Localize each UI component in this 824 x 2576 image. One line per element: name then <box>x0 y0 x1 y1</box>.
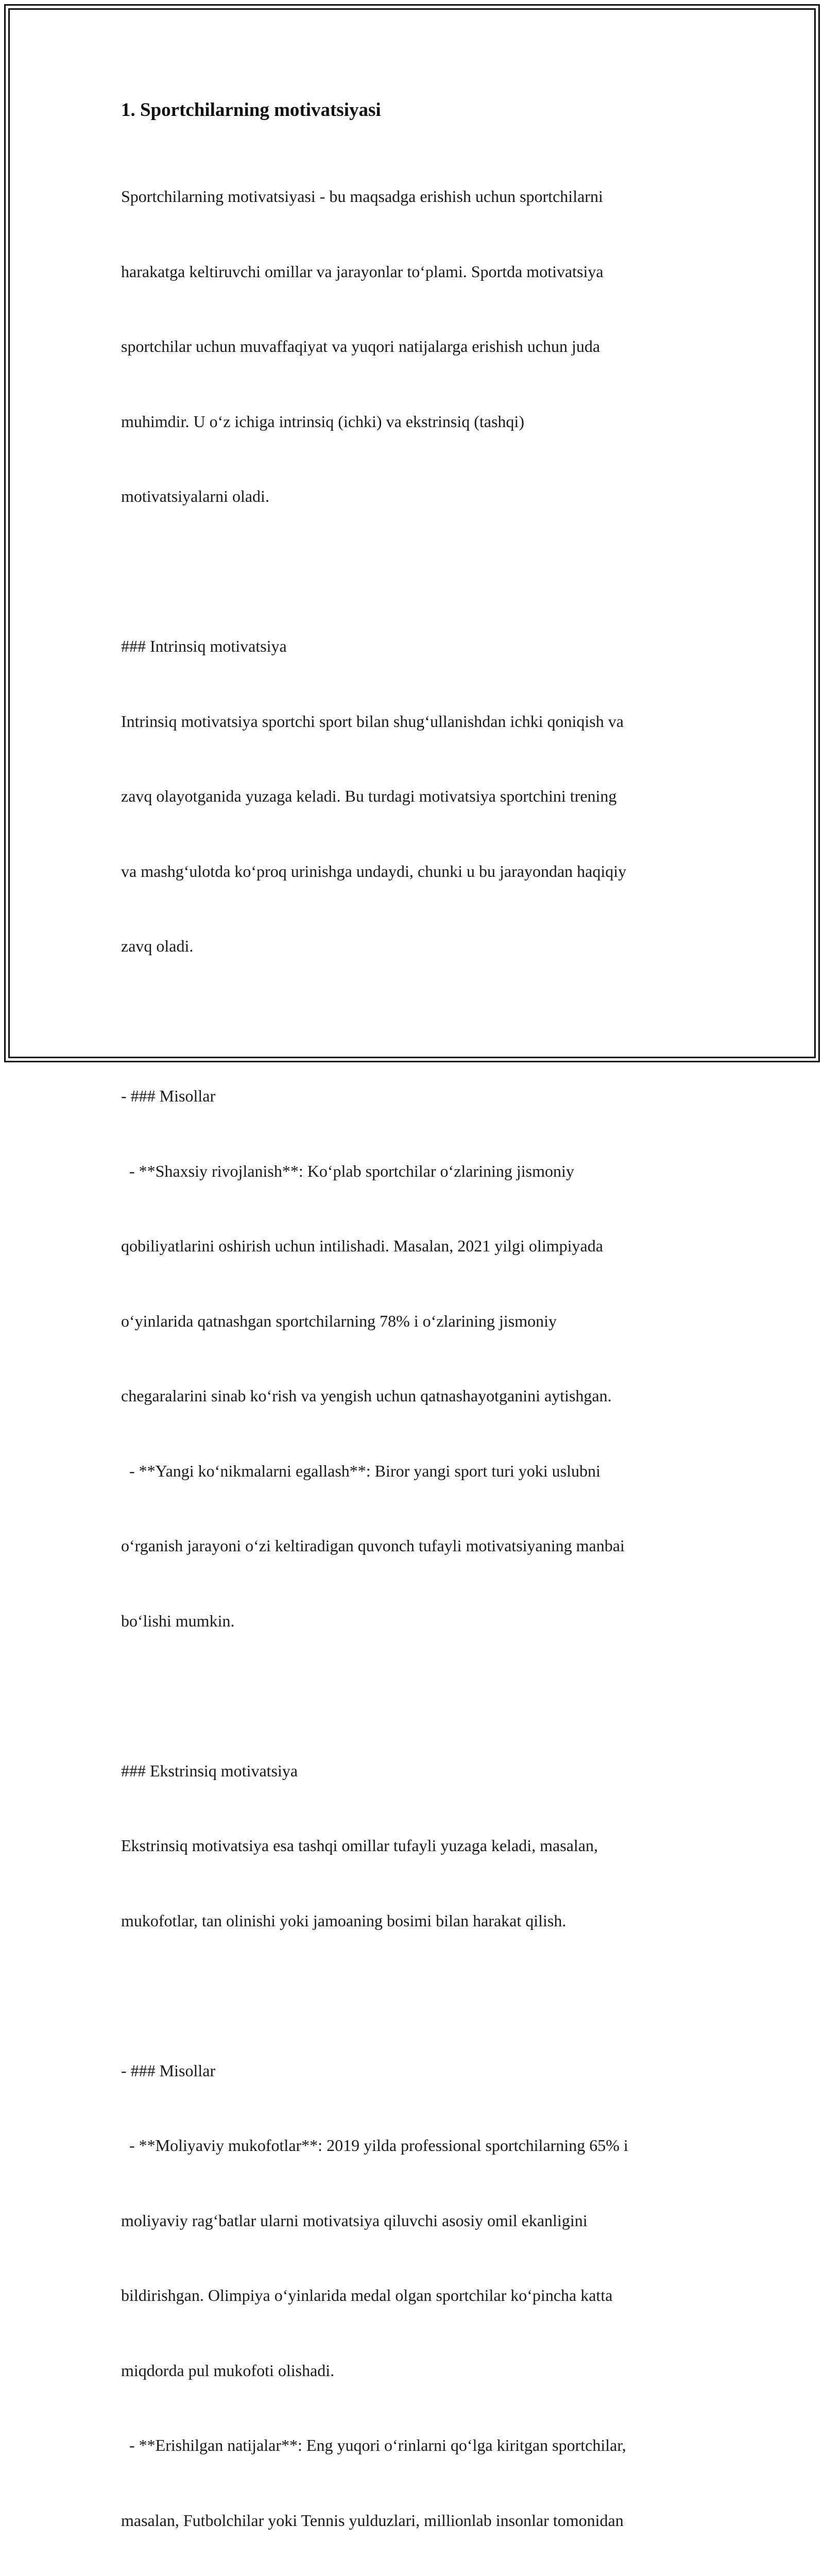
body-line: chegaralarini sinab ko‘rish va yengish uchun qatnashayotganini aytishgan. <box>121 1386 612 1405</box>
body-line: bo‘lishi mumkin. <box>121 1611 235 1630</box>
list-heading-misollar: - ### Misollar <box>121 2061 216 2080</box>
list-item-line: - **Erishilgan natijalar**: Eng yuqori o‘rinlarni qo‘lga kiritgan sportchilar, <box>121 2436 626 2454</box>
body-line: Ekstrinsiq motivatsiya esa tashqi omillar tufayli yuzaga keladi, masalan, <box>121 1836 598 1855</box>
body-line: sportchilar uchun muvaffaqiyat va yuqori natijalarga erishish uchun juda <box>121 337 600 355</box>
body-line: Intrinsiq motivatsiya sportchi sport bilan shug‘ullanishdan ichki qoniqish va <box>121 711 624 731</box>
body-line: zavq olayotganida yuzaga keladi. Bu turdagi motivatsiya sportchini trening <box>121 787 617 805</box>
blank-line <box>121 559 713 584</box>
list-item-line: - **Yangi ko‘nikmalarni egallash**: Biror yangi sport turi yoki uslubni <box>121 1461 600 1480</box>
list-item-line: - **Moliyaviy mukofotlar**: 2019 yilda professional sportchilarning 65% i <box>121 2136 628 2155</box>
body-line: Sportchilarning motivatsiyasi - bu maqsadga erishish uchun sportchilarni <box>121 187 603 206</box>
body-line: o‘rganish jarayoni o‘zi keltiradigan quvonch tufayli motivatsiyaning manbai <box>121 1536 625 1555</box>
body-line: miqdorda pul mukofoti olishadi. <box>121 2361 335 2380</box>
body-line: harakatga keltiruvchi omillar va jarayonlar to‘plami. Sportda motivatsiya <box>121 262 604 281</box>
blank-line <box>121 1683 713 1708</box>
body-line: muhimdir. U o‘z ichiga intrinsiq (ichki) va ekstrinsiq (tashqi) <box>121 412 524 431</box>
section-heading-ekstrinsiq: ### Ekstrinsiq motivatsiya <box>121 1761 298 1780</box>
body-line: qobiliyatlarini oshirish uchun intilishadi. Masalan, 2021 yilgi olimpiyada <box>121 1236 603 1255</box>
section-heading-intrinsiq: ### Intrinsiq motivatsiya <box>121 637 287 655</box>
blank-line <box>121 1983 713 2008</box>
body-line: o‘yinlarida qatnashgan sportchilarning 78% i o‘zlarining jismoniy <box>121 1311 557 1330</box>
body-line: mukofotlar, tan olinishi yoki jamoaning bosimi bilan harakat qilish. <box>121 1911 566 1930</box>
body-line: masalan, Futbolchilar yoki Tennis yulduzlari, millionlab insonlar tomonidan <box>121 2511 624 2530</box>
body-line: bildirishgan. Olimpiya o‘yinlarida medal olgan sportchilar ko‘pincha katta <box>121 2286 613 2304</box>
list-heading-misollar: - ### Misollar <box>121 1087 216 1105</box>
document-content <box>121 97 713 2576</box>
body-line: va mashg‘ulotda ko‘proq urinishga undaydi, chunki u bu jarayondan haqiqiy <box>121 861 627 880</box>
document-heading: 1. Sportchilarning motivatsiyasi <box>121 99 381 121</box>
body-line: motivatsiyalarni oladi. <box>121 487 269 505</box>
body-line: zavq oladi. <box>121 937 194 955</box>
body-line: moliyaviy rag‘batlar ularni motivatsiya qiluvchi asosiy omil ekanligini <box>121 2211 588 2230</box>
document-body <box>121 134 713 2576</box>
blank-line <box>121 1009 713 1034</box>
list-item-line: - **Shaxsiy rivojlanish**: Ko‘plab sportchilar o‘zlarining jismoniy <box>121 1161 574 1180</box>
